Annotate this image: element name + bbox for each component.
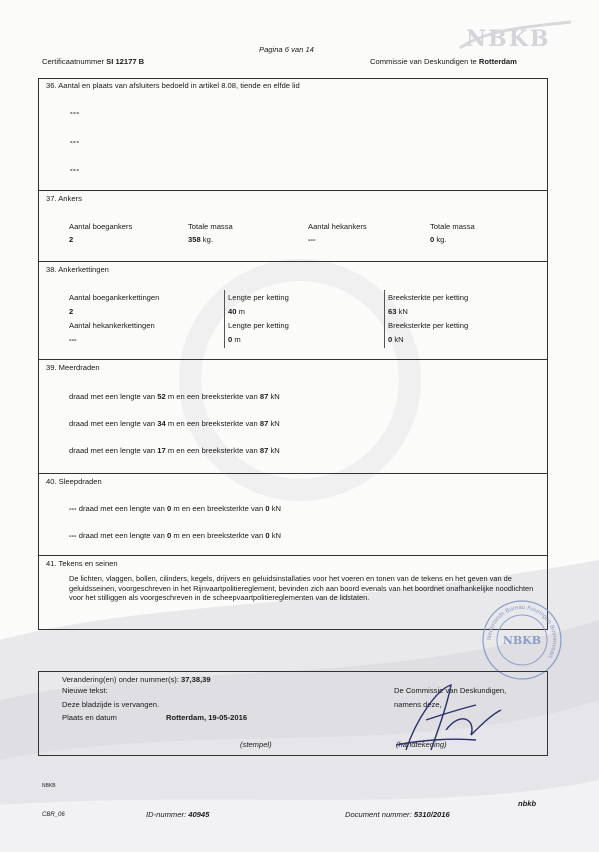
strength2-label: Breeksterkte per ketting	[388, 321, 469, 330]
certificate-number-line	[42, 58, 144, 67]
change-line	[62, 676, 211, 685]
wire-strength: 87	[259, 446, 269, 455]
signature-label: (handtekening)	[396, 740, 447, 749]
bow-chains-label: Aantal boegankerkettingen	[69, 293, 160, 302]
length2-value-line	[228, 336, 241, 345]
footer-brand: nbkb	[518, 799, 537, 808]
place-date-label: Plaats en datum	[62, 713, 117, 722]
divider-38-39	[38, 359, 548, 360]
strength2-value-line	[388, 336, 404, 345]
mass2-value-line	[430, 236, 447, 245]
form-code: CBR_06	[42, 812, 65, 818]
commission-city: Rotterdam	[478, 57, 517, 66]
wire-text: draad met een lengte van	[69, 392, 156, 401]
nbkb-stamp	[480, 598, 564, 682]
nbkb-logo	[458, 18, 573, 58]
wire-unit: kN	[271, 504, 282, 513]
wire-text: draad met een lengte van	[69, 419, 156, 428]
stern-chains-label: Aantal hekankerkettingen	[69, 321, 155, 330]
divider-36-37	[38, 190, 548, 191]
mass2-label: Totale massa	[430, 222, 475, 231]
bow-chains-value: 2	[69, 307, 74, 316]
mass1-label: Totale massa	[188, 222, 233, 231]
stern-anchors-label: Aantal hekankers	[308, 222, 367, 231]
length1-label: Lengte per ketting	[228, 293, 289, 302]
bow-anchors-value: 2	[69, 235, 74, 244]
on-behalf-text: namens deze,	[394, 700, 442, 709]
change-label: Verandering(en) onder nummer(s):	[62, 675, 179, 684]
stern-chains-value: ---	[69, 335, 77, 344]
length1-unit: m	[238, 307, 245, 316]
handwritten-signature	[376, 680, 516, 760]
section-40-title: 40. Sleepdraden	[46, 477, 102, 486]
strength2-unit: kN	[394, 335, 404, 344]
mass1-value-line	[188, 236, 213, 245]
strength1-value-line	[388, 308, 408, 317]
wire-dash: ---	[69, 531, 77, 540]
s38-col-divider-1	[224, 290, 225, 348]
mooring-wire-1	[69, 393, 280, 402]
signature-graphic	[376, 680, 516, 760]
id-label: ID-nummer:	[146, 810, 187, 819]
wire-text: draad met een lengte van	[69, 446, 156, 455]
new-text-label: Nieuwe tekst:	[62, 686, 108, 695]
wire-strength: 0	[265, 531, 270, 540]
section-41-title: 41. Tekens en seinen	[46, 559, 118, 568]
tow-wire-1	[69, 505, 281, 514]
id-value: 40945	[188, 810, 210, 819]
length2-value: 0	[228, 335, 233, 344]
strength2-value: 0	[388, 335, 393, 344]
svg-text:NBKB: NBKB	[466, 26, 551, 52]
length2-label: Lengte per ketting	[228, 321, 289, 330]
footer-small-mark: NBKB	[42, 783, 56, 789]
document-number	[345, 811, 450, 820]
commission-signature-title: De Commissie van Deskundigen,	[394, 686, 507, 695]
commission-label: Commissie van Deskundigen te	[370, 57, 477, 66]
section-39-title: 39. Meerdraden	[46, 363, 100, 372]
stamp-graphic	[480, 598, 564, 682]
wire-length: 0	[166, 504, 172, 513]
change-numbers: 37,38,39	[181, 675, 211, 684]
wire-length: 17	[157, 446, 166, 455]
page-number: Pagina 6 van 14	[259, 45, 314, 54]
divider-37-38	[38, 261, 548, 262]
wire-strength: 0	[265, 504, 270, 513]
stamp-center-text: NBKB	[502, 634, 542, 647]
wire-text: m en een breeksterkte van	[173, 504, 264, 513]
strength1-label: Breeksterkte per ketting	[388, 293, 469, 302]
wire-unit: kN	[270, 419, 280, 428]
wire-unit: kN	[270, 446, 280, 455]
wire-strength: 87	[259, 419, 269, 428]
section-37-title: 37. Ankers	[46, 194, 82, 203]
length1-value: 40	[228, 307, 237, 316]
wire-dash: ---	[69, 504, 77, 513]
cert-label: Certificaatnummer	[42, 57, 105, 66]
stamp-label: (stempel)	[240, 740, 272, 749]
s38-col-divider-2	[384, 290, 385, 348]
mass2-value: 0	[430, 235, 435, 244]
s36-line-3: ---	[70, 165, 80, 174]
mooring-wire-2	[69, 420, 280, 429]
tow-wire-2	[69, 532, 281, 541]
commission-line	[370, 58, 517, 67]
stamp-ring-text: Nederlands Bureau Keuringen Binnenvaart	[486, 604, 558, 659]
wire-unit: kN	[270, 392, 280, 401]
length1-value-line	[228, 308, 245, 317]
nbkb-logo-graphic	[458, 18, 573, 58]
wire-text: draad met een lengte van	[78, 531, 165, 540]
wire-length: 0	[166, 531, 172, 540]
stern-anchors-value: ---	[308, 235, 316, 244]
bow-anchors-label: Aantal boegankers	[69, 222, 133, 231]
wire-unit: kN	[271, 531, 282, 540]
wire-text: draad met een lengte van	[78, 504, 165, 513]
svg-text:Nederlands Bureau Keuringen Bi	[487, 605, 557, 659]
wire-length: 52	[157, 392, 166, 401]
wire-length: 34	[157, 419, 166, 428]
signals-paragraph: De lichten, vlaggen, bollen, cilinders, kegels, drijvers en geluidsinstallaties voor het voeren en tonen van de tekens en het geven van de geluidsseinen, voorgeschreven in het Rijnvaartpolitiereglement, bevinden zich aan boord evenals van het boordnet onafhankelijke noodlichten voor het stilliggen als voorgeschreven in de scheepvaartpolitiereglementen van de lidstaten.	[69, 574, 534, 603]
content-frame	[38, 78, 548, 630]
strength1-value: 63	[388, 307, 397, 316]
mass2-unit: kg.	[436, 235, 447, 244]
strength1-unit: kN	[398, 307, 408, 316]
divider-39-40	[38, 473, 548, 474]
mass1-unit: kg.	[202, 235, 213, 244]
s36-line-1: ---	[70, 108, 80, 117]
length2-unit: m	[234, 335, 241, 344]
id-number	[146, 811, 209, 820]
section-38-title: 38. Ankerkettingen	[46, 265, 109, 274]
mooring-wire-3	[69, 447, 280, 456]
replaced-text: Deze bladzijde is vervangen.	[62, 700, 160, 709]
section-36-title: 36. Aantal en plaats van afsluiters bedoeld in artikel 8.08, tiende en elfde lid	[46, 81, 300, 90]
doc-value: 5310/2016	[413, 810, 450, 819]
s36-line-2: ---	[70, 137, 80, 146]
wire-strength: 87	[259, 392, 269, 401]
wire-text: m en een breeksterkte van	[173, 531, 264, 540]
divider-40-41	[38, 555, 548, 556]
wire-text: m en een breeksterkte van	[167, 446, 258, 455]
cert-number: SI 12177 B	[106, 57, 145, 66]
place-date-value: Rotterdam, 19-05-2016	[166, 713, 248, 722]
wire-text: m en een breeksterkte van	[167, 419, 258, 428]
doc-label: Document nummer:	[345, 810, 412, 819]
wire-text: m en een breeksterkte van	[167, 392, 258, 401]
mass1-value: 358	[188, 235, 201, 244]
